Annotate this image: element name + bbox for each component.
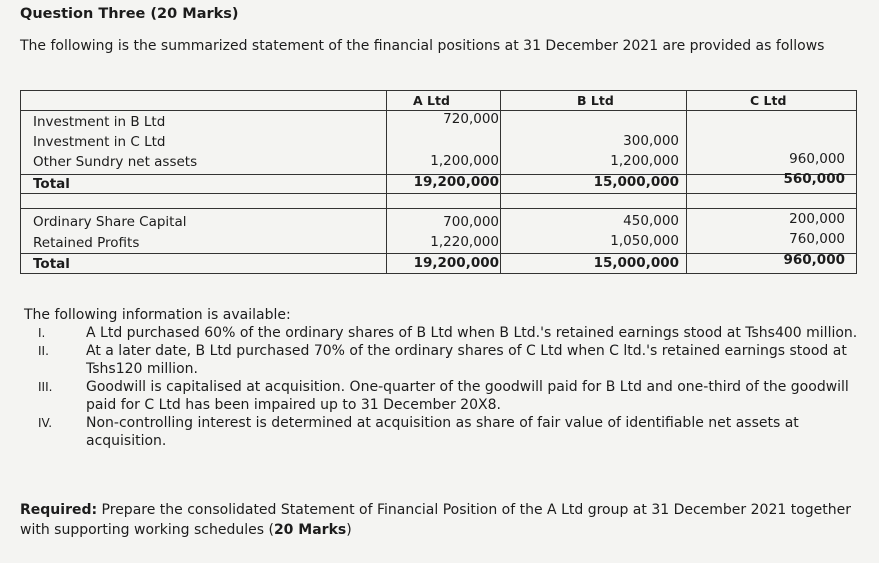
cell-b: 450,000 — [623, 213, 679, 229]
information-title: The following information is available: — [24, 307, 291, 323]
cell-c: 200,000 — [789, 211, 845, 227]
row-label-total: Total — [33, 256, 70, 272]
cell-a: 720,000 — [443, 111, 499, 127]
cell-a: 1,220,000 — [430, 234, 499, 250]
cell-b: 1,050,000 — [610, 233, 679, 249]
row-divider — [21, 208, 856, 209]
required-close: ) — [346, 522, 352, 538]
required-marks: 20 Marks — [273, 522, 347, 538]
item-number: II. — [38, 344, 49, 358]
row-divider — [21, 110, 856, 111]
cell-b-total: 15,000,000 — [593, 255, 679, 271]
cell-a: 1,200,000 — [430, 153, 499, 169]
row-divider — [21, 253, 856, 254]
info-item — [20, 342, 860, 378]
cell-a-total: 19,200,000 — [413, 174, 499, 190]
header-b-ltd: B Ltd — [577, 93, 614, 108]
header-c-ltd: C Ltd — [750, 93, 787, 108]
item-number: III. — [38, 380, 53, 394]
cell-b-total: 15,000,000 — [593, 174, 679, 190]
header-a-ltd: A Ltd — [413, 93, 450, 108]
cell-a-total: 19,200,000 — [413, 255, 499, 271]
row-label: Investment in C Ltd — [33, 134, 166, 150]
cell-b: 300,000 — [623, 133, 679, 149]
item-number: IV. — [38, 416, 53, 430]
row-label: Other Sundry net assets — [33, 154, 198, 170]
item-text: A Ltd purchased 60% of the ordinary shares of B Ltd when B Ltd.'s retained earnings stood at Tshs400 million. — [86, 325, 858, 341]
cell-b: 1,200,000 — [610, 153, 679, 169]
row-label: Ordinary Share Capital — [33, 214, 187, 230]
information-section — [20, 306, 860, 450]
financial-position-table — [20, 90, 857, 274]
cell-c: 760,000 — [789, 231, 845, 247]
row-label: Investment in B Ltd — [33, 114, 166, 130]
item-text: Goodwill is capitalised at acquisition. One-quarter of the goodwill paid for B Ltd and one-third of the goodwill paid for C Ltd has been impaired up to 31 December 20X8. — [86, 379, 849, 413]
required-paragraph — [20, 500, 860, 540]
column-divider — [686, 91, 687, 273]
row-label: Retained Profits — [33, 235, 140, 251]
column-divider — [386, 91, 387, 273]
row-label-total: Total — [33, 176, 70, 192]
item-number: I. — [38, 326, 46, 340]
cell-c-total: 960,000 — [783, 252, 845, 268]
column-divider — [500, 91, 501, 273]
item-text: Non-controlling interest is determined at acquisition as share of fair value of identifiable net assets at acquisition. — [86, 415, 799, 449]
cell-c: 960,000 — [789, 151, 845, 167]
row-divider — [21, 193, 856, 194]
cell-a: 700,000 — [443, 214, 499, 230]
item-text: At a later date, B Ltd purchased 70% of the ordinary shares of C Ltd when C ltd.'s retained earnings stood at Tshs120 million. — [86, 343, 847, 377]
info-item — [20, 414, 860, 450]
required-text: Prepare the consolidated Statement of Financial Position of the A Ltd group at 31 December 2021 together with supporting working schedules ( — [20, 502, 851, 538]
cell-c-total: 560,000 — [783, 171, 845, 187]
question-heading: Question Three (20 Marks) — [20, 6, 239, 22]
info-item — [20, 324, 860, 342]
info-item — [20, 378, 860, 414]
intro-paragraph: The following is the summarized statement of the financial positions at 31 December 2021 are provided as follows — [20, 38, 825, 54]
required-label: Required: — [20, 502, 98, 518]
